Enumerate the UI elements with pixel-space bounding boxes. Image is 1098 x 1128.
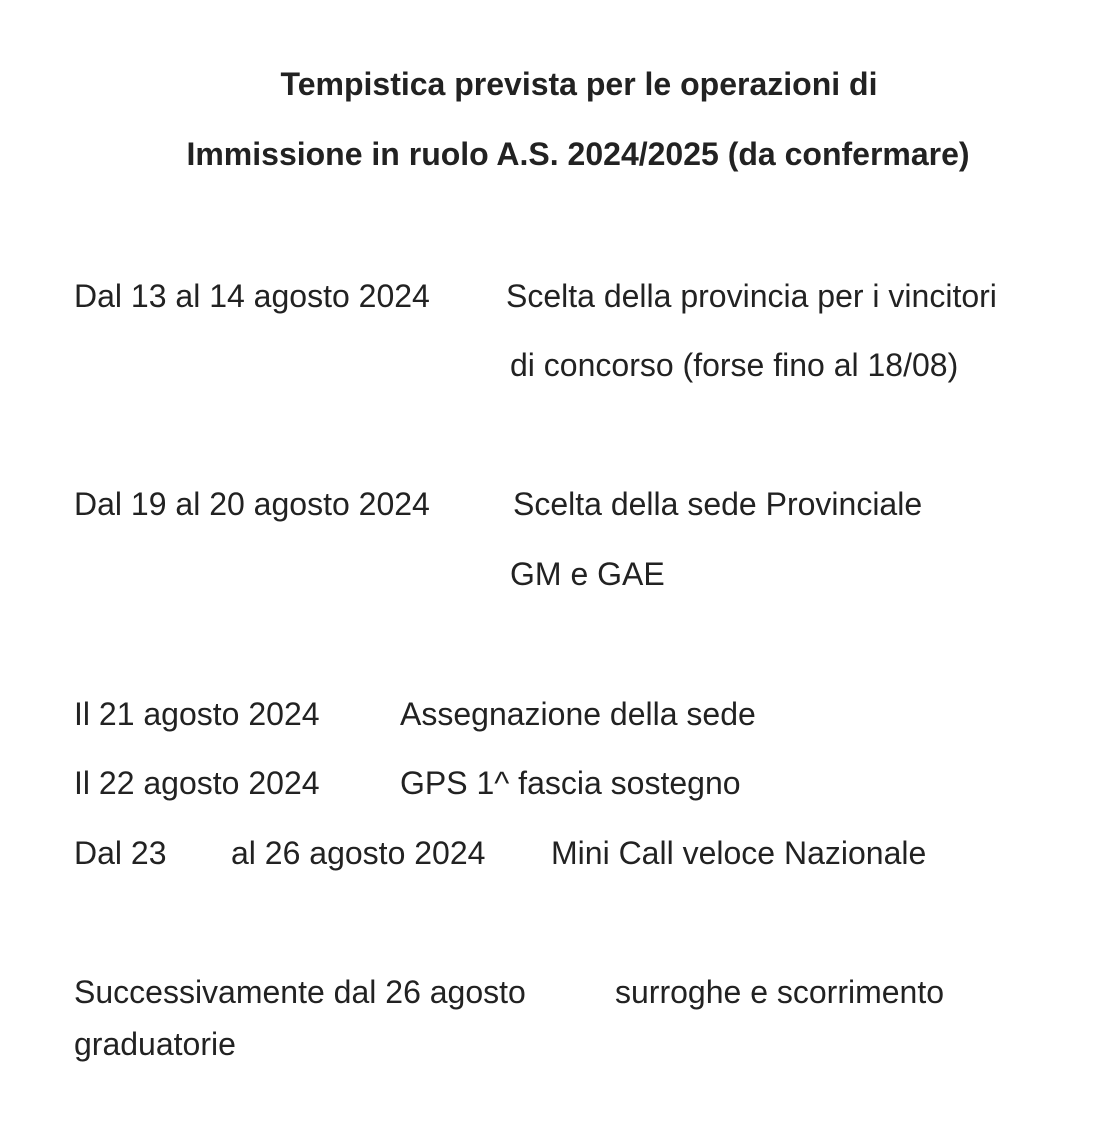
schedule-description-5: Mini Call veloce Nazionale xyxy=(551,835,927,871)
closing-date: Successivamente dal 26 agosto xyxy=(74,974,526,1010)
schedule-description-1-line-1: Scelta della provincia per i vincitori xyxy=(506,278,997,314)
schedule-date-3: Il 21 agosto 2024 xyxy=(74,696,320,732)
schedule-date-5-end: al 26 agosto 2024 xyxy=(231,835,486,871)
schedule-description-1-line-2: di concorso (forse fino al 18/08) xyxy=(510,347,959,383)
schedule-date-1: Dal 13 al 14 agosto 2024 xyxy=(74,278,430,314)
schedule-description-3: Assegnazione della sede xyxy=(400,696,756,732)
closing-description: surroghe e scorrimento xyxy=(615,974,945,1010)
schedule-date-2: Dal 19 al 20 agosto 2024 xyxy=(74,486,430,522)
closing-description-continued: graduatorie xyxy=(74,1026,236,1062)
schedule-description-4: GPS 1^ fascia sostegno xyxy=(400,765,741,801)
schedule-date-5-start: Dal 23 xyxy=(74,835,167,871)
schedule-date-4: Il 22 agosto 2024 xyxy=(74,765,320,801)
document-title-line-2: Immissione in ruolo A.S. 2024/2025 (da confermare) xyxy=(186,136,970,172)
schedule-description-2-line-1: Scelta della sede Provinciale xyxy=(513,486,923,522)
document-title-line-1: Tempistica prevista per le operazioni di xyxy=(280,66,878,102)
schedule-description-2-line-2: GM e GAE xyxy=(510,556,665,592)
